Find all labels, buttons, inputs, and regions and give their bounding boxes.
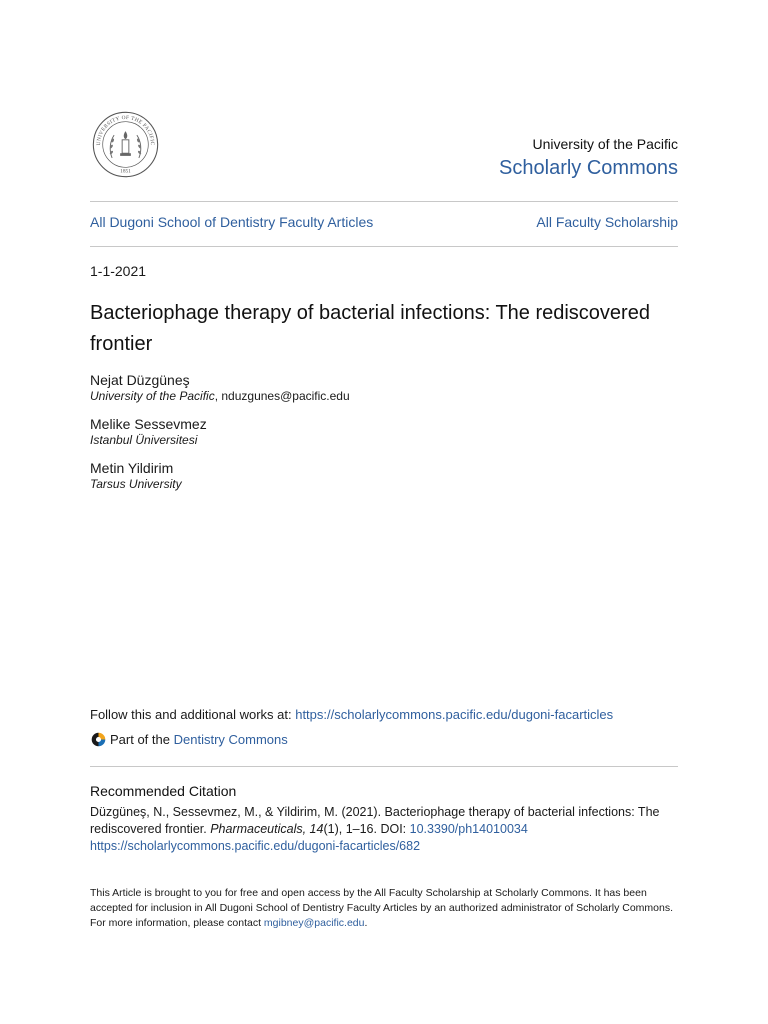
author-email: , nduzgunes@pacific.edu	[214, 389, 350, 403]
notice-text: This Article is brought to you for free and open access by the All Faculty Scholarship at Scholarly Commons. It has been accepted for inclusion in All Dugoni School of Dentistry Faculty Articles by an authorized administrator of Scholarly Commons. For more information, please contact	[90, 887, 674, 929]
access-notice	[90, 886, 678, 931]
dentistry-commons-link[interactable]: Dentistry Commons	[173, 732, 288, 747]
faculty-scholarship-link[interactable]: All Faculty Scholarship	[536, 214, 678, 230]
author-affiliation	[90, 433, 678, 448]
collection-link[interactable]: All Dugoni School of Dentistry Faculty Articles	[90, 214, 374, 230]
author-name: Nejat Düzgüneş	[90, 372, 190, 388]
doi-link[interactable]: 10.3390/ph14010034	[409, 822, 528, 836]
divider	[90, 246, 678, 247]
affiliation-name: Istanbul Üniversitesi	[90, 433, 198, 447]
scholarly-commons-link[interactable]: Scholarly Commons	[499, 157, 678, 179]
notice-end: .	[364, 917, 368, 929]
author-entry	[90, 460, 678, 492]
part-of-prefix: Part of the	[110, 732, 170, 747]
author-name: Metin Yildirim	[90, 460, 174, 476]
collection-url-link[interactable]: https://scholarlycommons.pacific.edu/dugoni-facarticles	[295, 707, 614, 722]
citation-issue: (1), 1–16. DOI:	[323, 822, 410, 836]
university-name: University of the Pacific	[532, 136, 678, 152]
svg-text:1851: 1851	[120, 168, 131, 175]
follow-prefix: Follow this and additional works at:	[90, 707, 296, 722]
affiliation-name: University of the Pacific	[90, 389, 215, 403]
author-list	[90, 372, 678, 504]
contact-email-link[interactable]: mgibney@pacific.edu	[263, 917, 365, 929]
author-affiliation	[90, 477, 678, 492]
network-commons-icon	[90, 731, 107, 748]
affiliation-name: Tarsus University	[90, 477, 182, 491]
citation-journal: Pharmaceuticals, 14	[210, 822, 324, 836]
university-seal-logo	[92, 111, 159, 178]
author-entry	[90, 372, 678, 404]
divider	[90, 201, 678, 202]
article-url-link[interactable]: https://scholarlycommons.pacific.edu/dugoni-facarticles/682	[90, 839, 421, 853]
citation-text	[90, 804, 678, 855]
publication-date: 1-1-2021	[90, 263, 147, 279]
author-entry	[90, 416, 678, 448]
follow-line	[90, 707, 613, 722]
divider	[90, 766, 678, 767]
part-of-line	[90, 731, 288, 748]
author-affiliation	[90, 389, 678, 404]
recommended-citation-heading: Recommended Citation	[90, 783, 237, 799]
citation-body: Düzgüneş, N., Sessevmez, M., & Yildirim, M. (2021). Bacteriophage therapy of bacterial infections: The rediscovered frontier.	[90, 805, 660, 836]
svg-text:UNIVERSITY OF THE PACIFIC: UNIVERSITY OF THE PACIFIC	[95, 114, 156, 146]
author-name: Melike Sessevmez	[90, 416, 207, 432]
article-title: Bacteriophage therapy of bacterial infections: The rediscovered frontier	[90, 302, 650, 355]
